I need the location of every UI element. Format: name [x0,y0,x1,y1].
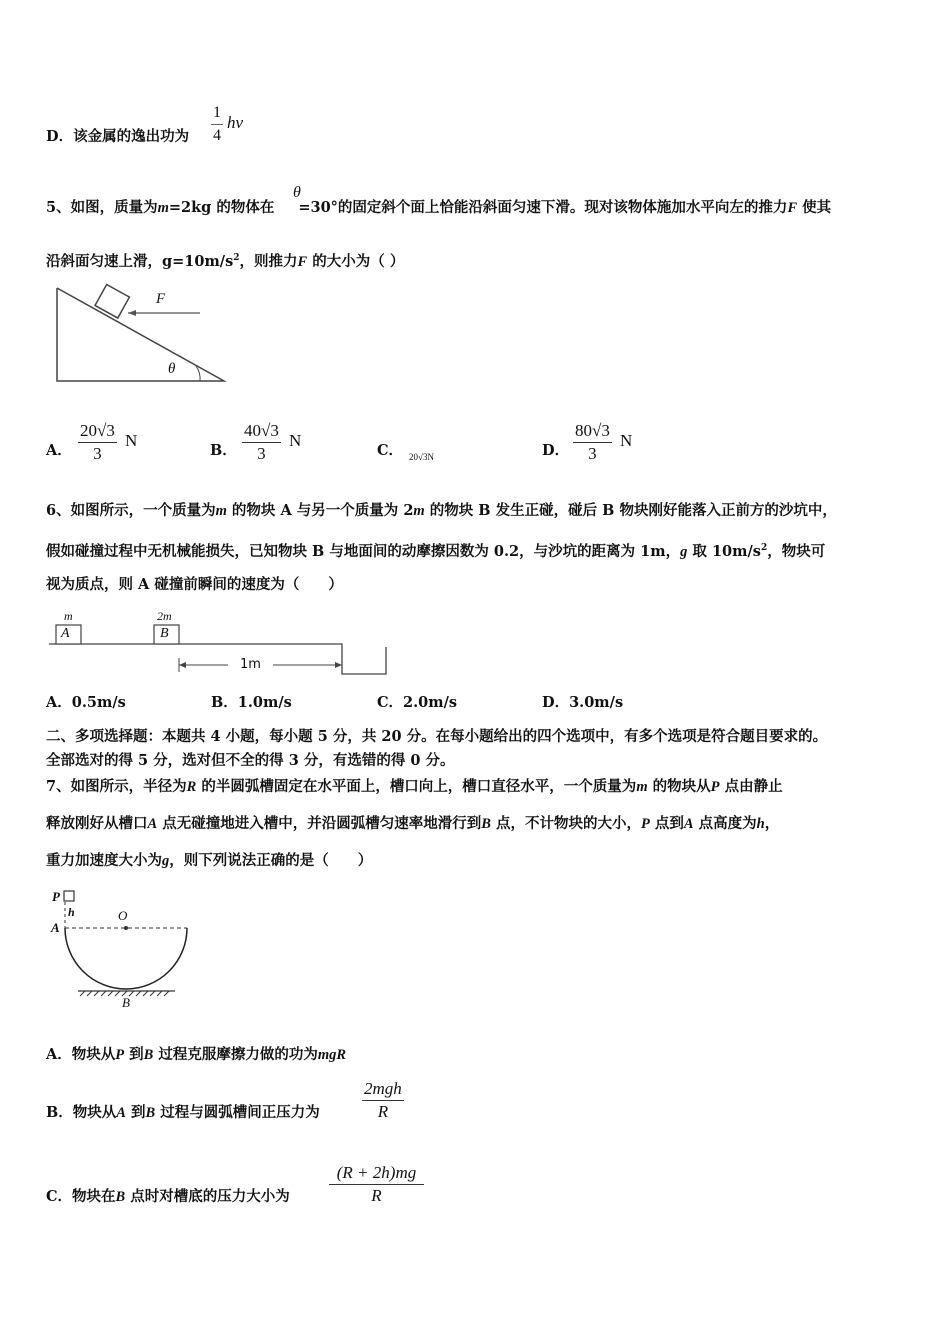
force-label: F [156,291,166,307]
text-segment: 点由静止 [719,778,783,795]
q7-option-b-fraction [362,1078,404,1123]
text-segment: A [116,1105,126,1121]
q5-option-b: B． [210,442,237,459]
text-segment: A．物块从 [46,1046,116,1063]
text-segment: 3 [93,444,102,463]
text-segment: 6、如图所示，一个质量为 [46,502,216,519]
q7-option-a [46,1045,346,1065]
q5-option-c-value: 20√3N [409,452,434,462]
text-segment: 40√3 [242,420,281,443]
text-segment: h [756,816,765,832]
text-segment: 的大小为（ ） [307,252,405,270]
q6-line2 [46,538,825,562]
text-segment: R [377,1102,389,1121]
text-segment: B．物块从 [46,1104,117,1121]
text-segment: 点高度为 [693,815,757,832]
text-segment: ，物块可 [767,542,826,560]
text-segment: P [115,1047,125,1063]
q5-option-d: D． [542,442,570,459]
text-segment: ， [764,815,780,832]
block-a-label: A [61,626,70,641]
text-segment: 点时对槽底的压力大小为 [125,1188,290,1205]
text-segment: 假如碰撞过程中无机械能损失，已知物块 B 与地面间的动摩擦因数为 0.2，与沙坑的距离为 1m， [46,542,681,560]
numerator: 1 [211,102,223,125]
q7-option-c [46,1187,290,1207]
text-segment: m [215,503,227,519]
text-segment: 7、如图所示，半径为 [46,778,187,795]
text-segment: 3 [588,444,597,463]
q7-option-b [46,1103,320,1123]
text-segment: 点到 [649,815,684,832]
text-segment: P [710,779,720,795]
text-segment: 点，不计物块的大小， [490,815,641,832]
text-segment: B [145,1105,156,1121]
text-segment: B [143,1047,154,1063]
q4-fraction [211,102,223,147]
q6-option-b: B．1.0m/s [211,694,292,711]
text-segment: 2 [233,253,240,263]
text-segment: 的半圆弧槽固定在水平面上，槽口向上，槽口直径水平，一个质量为 [196,778,637,795]
q5-line1 [46,198,831,218]
q6-option-a: A．0.5m/s [46,694,126,711]
distance-label: 1m [240,657,261,672]
unit: N [620,431,633,450]
text-segment: C．物块在 [46,1188,116,1205]
text-segment: 2mgh [362,1078,404,1101]
option-text: D．该金属的逸出功为 [46,128,190,145]
denominator: 4 [213,127,221,144]
text-segment: g [680,543,688,560]
q7-line1 [46,777,783,797]
text-segment: 点无碰撞地进入槽中，并沿圆弧槽匀速率地滑行到 [157,815,482,832]
text-segment: 的物块 B 发生正碰，碰后 B 物块刚好能落入正前方的沙坑中， [424,502,837,519]
q5-option-d-value [573,420,612,465]
text-segment: m [636,779,648,795]
center-o-label: O [118,908,128,923]
text-segment: (R + 2h)mg [329,1162,424,1185]
q6-line1 [46,501,837,521]
q7-option-c-fraction [329,1162,424,1207]
point-b-label: B [122,995,130,1010]
text-segment: 3 [257,444,266,463]
text-segment: A [683,816,694,832]
block-b-label: B [160,626,169,641]
text-segment: m [157,200,169,216]
text-segment: 使其 [797,199,832,216]
unit: N [289,431,302,450]
text-segment: g [162,853,170,869]
theta-symbol: θ [293,184,301,201]
text-segment: P [640,816,650,832]
text-segment: ，则下列说法正确的是（ ） [169,852,373,869]
text-segment: 过程克服摩擦力做的功为 [153,1046,318,1063]
angle-label: θ [168,361,176,377]
text-segment: 的物块 A 与另一个质量为 2 [226,502,414,519]
text-segment: R [371,1186,382,1205]
text-segment: 到 [124,1046,144,1063]
text-segment: B [481,816,491,832]
point-p-label: P [52,889,60,904]
mass-a-label: m [64,609,73,623]
force-arrow-icon [128,310,136,316]
text-segment: 2 [760,543,768,553]
text-segment: 沿斜面匀速上滑，g=10m/s [46,252,234,270]
block [95,284,129,318]
q6-option-d: D．3.0m/s [542,694,624,711]
q5-option-b-value [242,420,281,465]
text-segment: A [147,816,158,832]
incline-figure [50,282,240,388]
q4-option-d [46,127,189,147]
text-segment: ，则推力 [239,252,298,270]
text-segment: 释放刚好从槽口 [46,815,148,832]
text-segment: 过程与圆弧槽间正压力为 [155,1104,320,1121]
text-segment: =2kg 的物体在 [168,199,275,216]
section-heading: 二、多项选择题：本题共 4 小题，每小题 5 分，共 20 分。在每小题给出的四个选项中，有多个选项是符合题目要求的。 [46,728,828,745]
text-segment: 的物块从 [647,778,711,795]
q6-line3: 视为质点，则 A 碰撞前瞬间的速度为（ ） [46,576,343,593]
text-segment: R [186,779,197,795]
q5-line2 [46,248,404,272]
text-segment: m [413,503,425,519]
text-segment: 80√3 [573,420,612,443]
text-segment: 5、如图，质量为 [46,199,158,216]
point-a-label: A [51,920,60,935]
mass-b-label: 2m [157,609,172,623]
text-segment: 20√3 [78,420,117,443]
text-segment: 取 10m/s [687,542,761,560]
semicircle-figure [45,885,195,1005]
text-segment: F [297,253,308,270]
section-scoring: 全部选对的得 5 分，选对但不全的得 3 分，有选错的得 0 分。 [46,752,455,769]
q5-option-c: C． [377,442,404,459]
q7-line2 [46,814,779,834]
h-nu: hν [227,113,244,132]
q5-option-a-value [78,420,117,465]
collision-figure [45,610,395,680]
text-segment: mgR [317,1047,347,1063]
text-segment: =30°的固定斜个面上恰能沿斜面匀速下滑。现对该物体施加水平向左的推力 [298,199,788,216]
q7-line3 [46,851,372,871]
block-p [64,891,74,901]
text-segment: 重力加速度大小为 [46,852,162,869]
height-h-label: h [68,905,75,919]
q6-option-c: C．2.0m/s [377,694,458,711]
unit: N [125,431,138,450]
text-segment: F [787,200,798,216]
text-segment: 到 [125,1104,146,1121]
text-segment: B [115,1189,126,1205]
q5-option-a: A． [46,442,72,459]
